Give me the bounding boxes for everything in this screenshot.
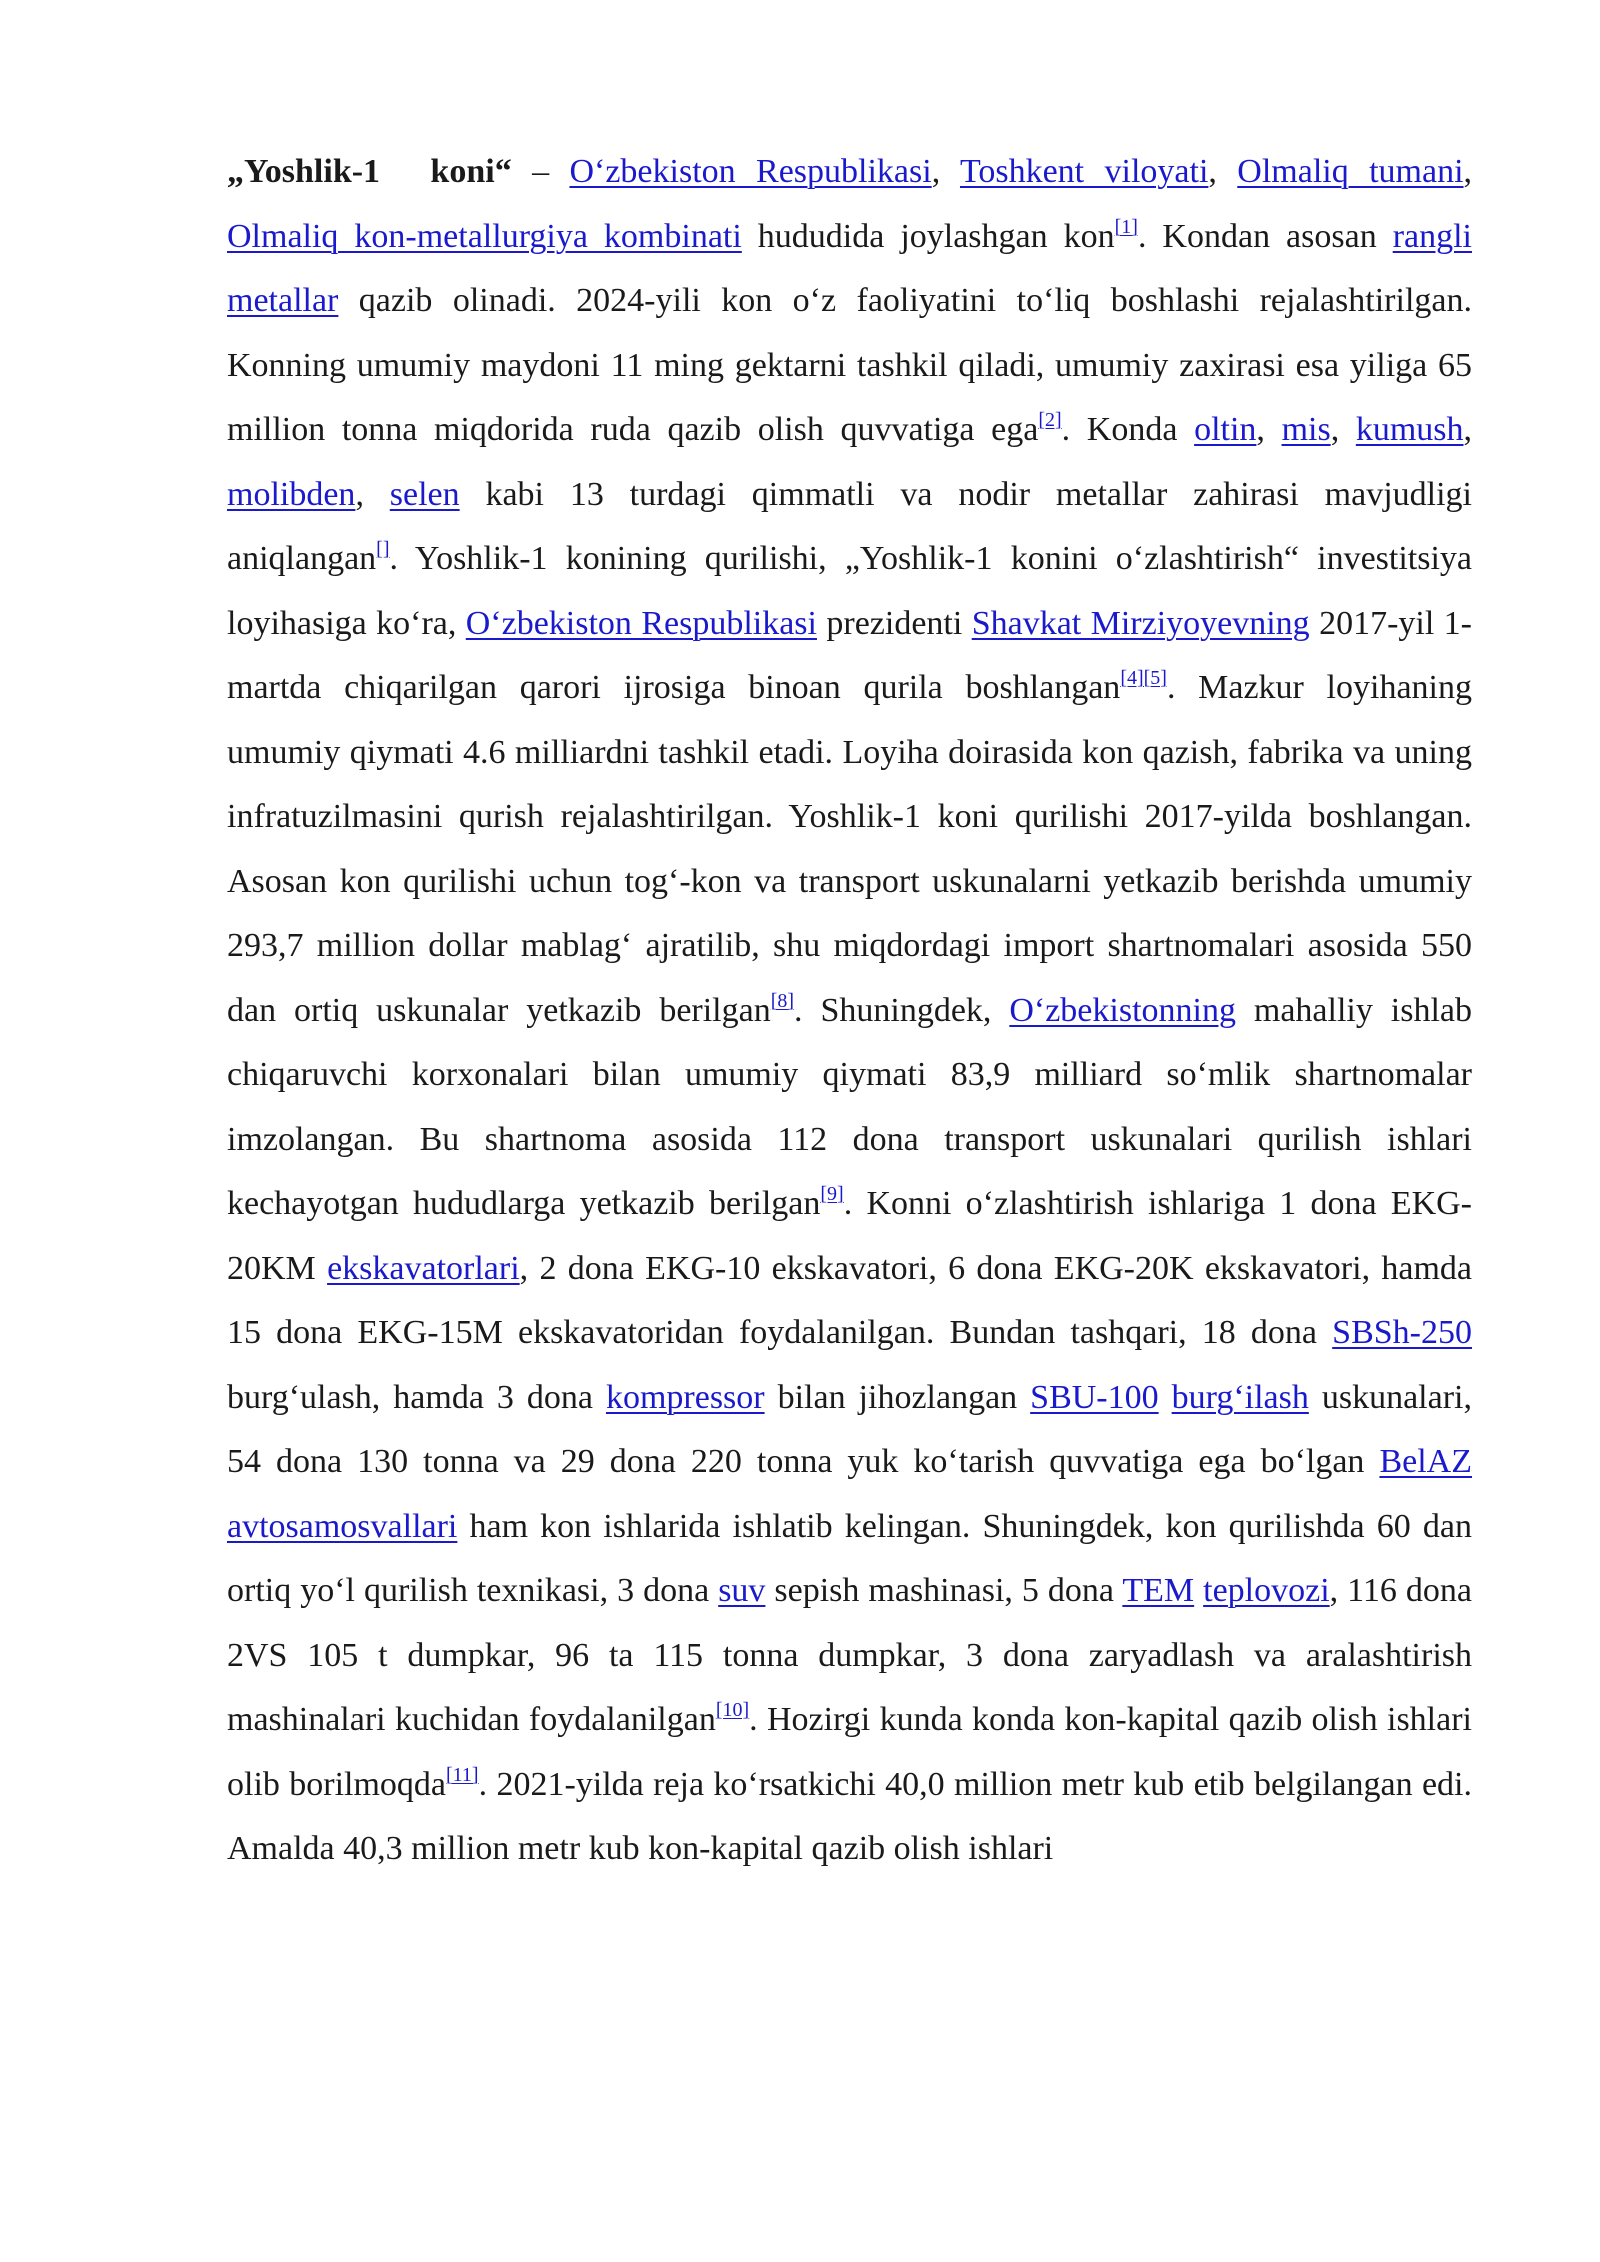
body-text: , 2 dona EKG-10 ekskavatori, 6 dona EKG-20K ekskavatori, hamda 15 dona EKG-15M ekskavatoridan foydalanilgan. Bundan tashqari, 18 dona [227, 1249, 1472, 1351]
body-text: bilan jihozlangan [764, 1378, 1031, 1416]
body-text: . Kondan asosan [1137, 217, 1393, 255]
link-water[interactable]: suv [718, 1572, 766, 1609]
body-text: , [931, 153, 960, 190]
body-text: . 2021-yilda reja ko‘rsatkichi 40,0 million metr kub etib belgilangan edi. Amalda 40,3 million metr kub kon-kapital qazib olish ishlari [227, 1765, 1472, 1867]
body-text: , [1330, 411, 1356, 448]
citation-ref [1115, 216, 1138, 238]
body-text: . Hozirgi kunda konda kon-kapital qazib olish ishlari olib borilmoqda [227, 1701, 1472, 1803]
link-nonferrous-metals[interactable]: rangli metallar [227, 217, 1472, 319]
citation-link[interactable]: [] [376, 538, 390, 560]
citation-link[interactable]: [9] [820, 1183, 844, 1205]
link-gold[interactable]: oltin [1194, 411, 1257, 448]
link-dump-trucks[interactable]: avtosamosvallari [227, 1507, 458, 1545]
body-text: kabi 13 turdagi qimmatli va nodir metallar zahirasi mavjudligi aniqlangan [227, 475, 1472, 577]
citation-link[interactable]: [8] [770, 989, 795, 1012]
article-title: „Yoshlik-1 koni“ [227, 153, 512, 190]
body-text: – [511, 153, 570, 190]
link-tashkent-region[interactable]: Toshkent viloyati [959, 153, 1209, 190]
body-text: , [355, 475, 390, 513]
body-text: , [1208, 153, 1238, 190]
body-text: prezidenti [816, 604, 972, 642]
link-locomotive[interactable]: teplovozi [1203, 1572, 1330, 1609]
citation-ref [820, 1183, 843, 1205]
body-text: ham kon ishlarida ishlatib kelingan. Shuningdek, kon qurilishda 60 dan ortiq yo‘l qurilish texnikasi, 3 dona [227, 1507, 1472, 1609]
link-uzbekistan[interactable]: O‘zbekistonning [1009, 991, 1236, 1029]
citation-ref [376, 538, 389, 560]
citation-link[interactable]: [4][5] [1120, 667, 1167, 689]
link-sbu-100[interactable]: SBU-100 [1030, 1378, 1159, 1416]
body-text: . Konni o‘zlashtirish ishlariga 1 dona EKG-20KM [227, 1185, 1472, 1287]
link-excavators[interactable]: ekskavatorlari [327, 1249, 520, 1287]
body-text: sepish mashinasi, 5 dona [765, 1572, 1123, 1609]
body-text: . Konda [1061, 411, 1195, 448]
link-copper[interactable]: mis [1281, 411, 1331, 448]
body-text: . Shuningdek, [794, 991, 1010, 1029]
citation-link[interactable]: [10] [715, 1699, 750, 1721]
body-text: uskunalari, 54 dona 130 tonna va 29 dona 220 tonna yuk ko‘tarish quvvatiga ega bo‘lgan [227, 1378, 1472, 1480]
citation-ref [1120, 667, 1167, 689]
body-text: burg‘ulash, hamda 3 dona [227, 1378, 606, 1416]
citation-ref [771, 990, 794, 1012]
body-text: hududida joylashgan kon [741, 217, 1115, 255]
link-uzbekistan-republic-2[interactable]: O‘zbekiston Respublikasi [465, 604, 817, 642]
link-selenium[interactable]: selen [389, 475, 460, 513]
body-text: qazib olinadi. 2024-yili kon o‘z faoliyatini to‘liq boshlashi rejalashtirilgan. Konning umumiy maydoni 11 ming gektarni tashkil qiladi, umumiy zaxirasi esa yiliga 65 million tonna miqdorida ruda qazib olish quvvatiga ega [227, 282, 1472, 448]
citation-ref [716, 1699, 749, 1721]
body-text: , [1256, 411, 1282, 448]
link-shavkat-mirziyoyev[interactable]: Shavkat Mirziyoyevning [971, 604, 1310, 642]
citation-ref [1038, 409, 1061, 431]
body-text: mahalliy ishlab chiqaruvchi korxonalari bilan umumiy qiymati 83,9 milliard so‘mlik shartnomalar imzolangan. Bu shartnoma asosida 112 dona transport uskunalari qurilish ishlari kechayotgan hududlarga yetkazib berilgan [227, 991, 1472, 1222]
body-text [1194, 1572, 1203, 1609]
body-text: . Mazkur loyihaning umumiy qiymati 4.6 milliardni tashkil etadi. Loyiha doirasida kon qazish, fabrika va uning infratuzilmasini qurish rejalashtirilgan. Yoshlik-1 koni qurilishi 2017-yilda boshlangan. Asosan kon qurilishi uchun tog‘-kon va transport uskunalarni yetkazib berishda umumiy 293,7 million dollar mablag‘ ajratilib, shu miqdordagi import shartnomalari asosida 550 dan ortiq uskunalar yetkazib berilgan [227, 669, 1472, 1029]
article-paragraph [227, 140, 1472, 1882]
citation-link[interactable]: [1] [1114, 215, 1138, 238]
link-olmaliq-mmc[interactable]: Olmaliq kon-metallurgiya kombinati [227, 217, 742, 255]
citation-link[interactable]: [2] [1038, 409, 1062, 431]
body-text: 2017-yil 1-martda chiqarilgan qarori ijrosiga binoan qurila boshlangan [227, 604, 1472, 706]
body-text: . Yoshlik-1 konining qurilishi, „Yoshlik-1 konini o‘zlashtirish“ investitsiya loyihasiga ko‘ra, [227, 540, 1472, 642]
link-silver[interactable]: kumush [1355, 411, 1464, 448]
document-page [227, 140, 1472, 1882]
body-text [1159, 1379, 1172, 1416]
link-sbsh-250[interactable]: SBSh-250 [1332, 1314, 1472, 1351]
link-compressor[interactable]: kompressor [605, 1378, 765, 1416]
body-text: , [1463, 411, 1473, 448]
citation-ref [446, 1764, 479, 1786]
link-uzbekistan-republic[interactable]: O‘zbekiston Respublikasi [569, 153, 932, 190]
link-olmaliq-district[interactable]: Olmaliq tumani [1237, 153, 1464, 190]
link-belaz[interactable]: BelAZ [1379, 1443, 1472, 1480]
link-tem[interactable]: TEM [1122, 1572, 1195, 1609]
citation-link[interactable]: [11] [446, 1763, 479, 1786]
body-text: , [1463, 153, 1473, 190]
link-molybdenum[interactable]: molibden [227, 475, 356, 513]
link-drilling[interactable]: burg‘ilash [1171, 1378, 1309, 1416]
body-text: , 116 dona 2VS 105 t dumpkar, 96 ta 115 tonna dumpkar, 3 dona zaryadlash va aralashtirish mashinalari kuchidan foydalanilgan [227, 1572, 1472, 1738]
